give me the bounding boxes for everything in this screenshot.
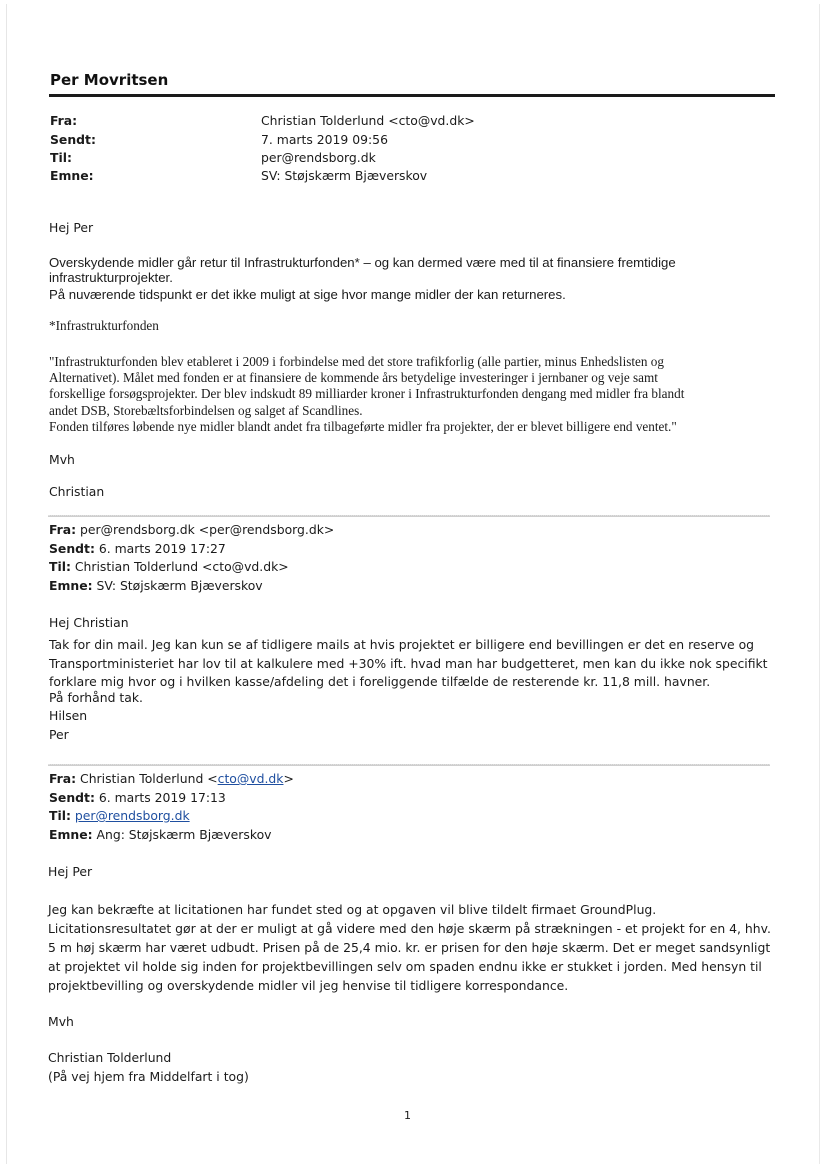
msg3-to-line: [49, 808, 190, 823]
quote-line: forskellige forsøgsprojekter. Der blev indskudt 89 milliarder kroner i Infrastrukturfonden dengang med midler fra blandt: [49, 386, 685, 401]
msg2-to-value: Christian Tolderlund <cto@vd.dk>: [70, 559, 289, 574]
page-number: 1: [404, 1109, 411, 1122]
msg2-to-line: [49, 559, 289, 574]
header-to-label: Til:: [50, 150, 72, 165]
footnote-label: *Infrastrukturfonden: [49, 318, 159, 333]
msg3-greeting: Hej Per: [48, 864, 93, 879]
msg1-paragraph-line: Overskydende midler går retur til Infrastrukturfonden* – og kan dermed være med til at finansiere fremtidige: [49, 255, 676, 270]
msg3-body-line: at projektet vil holde sig inden for projektbevillingen selv om spaden endnu ikke er stukket i jorden. Med hensyn til: [48, 959, 762, 974]
msg2-body-line: Transportministeriet har lov til at kalkulere med +30% ift. hvad man har budgetteret, men kan du ikke nok specifikt: [49, 656, 768, 671]
msg3-subject-label: Emne:: [49, 827, 93, 842]
msg3-signature-name: Christian Tolderlund: [48, 1050, 172, 1065]
msg2-body-line: Per: [49, 727, 69, 742]
msg3-sent-label: Sendt:: [49, 790, 95, 805]
msg3-to-email-link[interactable]: per@rendsborg.dk: [74, 808, 190, 823]
msg2-from-value: per@rendsborg.dk <per@rendsborg.dk>: [76, 522, 335, 537]
msg2-sent-label: Sendt:: [49, 541, 95, 556]
msg1-paragraph-line: På nuværende tidspunkt er det ikke muligt at sige hvor mange midler der kan returneres.: [49, 287, 566, 302]
msg1-paragraph-line: infrastrukturprojekter.: [49, 270, 173, 285]
msg2-body-line: Hej Christian: [49, 615, 129, 630]
header-subject-value: SV: Støjskærm Bjæverskov: [261, 168, 428, 183]
msg2-from-label: Fra:: [49, 522, 77, 537]
header-from-value: Christian Tolderlund <cto@vd.dk>: [261, 113, 475, 128]
msg2-body-line: Tak for din mail. Jeg kan kun se af tidligere mails at hvis projektet er billigere end bevillingen er det en reserve og: [49, 637, 755, 652]
header-from-label: Fra:: [50, 113, 78, 128]
msg3-body-line: Licitationsresultatet gør at der er muligt at gå videre med den høje skærm på strækningen - et projekt for en 4, hhv.: [48, 921, 771, 936]
msg2-subject-label: Emne:: [49, 578, 93, 593]
message-separator: [48, 515, 770, 517]
msg3-subject-value: Ang: Støjskærm Bjæverskov: [92, 827, 272, 842]
msg3-subject-line: [49, 827, 272, 842]
msg1-signature: Christian: [49, 484, 105, 499]
msg3-from-end: >: [283, 771, 294, 786]
msg3-from-email-link[interactable]: cto@vd.dk: [217, 771, 284, 786]
header-subject-label: Emne:: [50, 168, 94, 183]
msg3-closing: Mvh: [48, 1014, 74, 1029]
msg3-from-line: [49, 771, 294, 786]
msg2-sent-value: 6. marts 2019 17:27: [94, 541, 226, 556]
quote-line: "Infrastrukturfonden blev etableret i 2009 i forbindelse med det store trafikforlig (alle partier, minus Enhedslisten og: [49, 354, 664, 369]
msg3-body-line: projektbevilling og overskydende midler vil jeg henvise til tidligere korrespondance.: [48, 978, 569, 993]
header-to-value: per@rendsborg.dk: [261, 150, 376, 165]
msg1-greeting: Hej Per: [49, 220, 94, 235]
msg3-sent-line: [49, 790, 226, 805]
quote-line: andet DSB, Storebæltsforbindelsen og salget af Scandlines.: [49, 403, 363, 418]
header-sent-value: 7. marts 2019 09:56: [261, 132, 388, 147]
page-title: Per Movritsen: [50, 71, 169, 89]
msg3-from-label: Fra:: [49, 771, 77, 786]
msg2-subject-line: [49, 578, 263, 593]
msg1-closing: Mvh: [49, 452, 75, 467]
msg2-from-line: [49, 522, 334, 537]
msg2-subject-value: SV: Støjskærm Bjæverskov: [92, 578, 263, 593]
message-separator: [48, 764, 770, 766]
msg3-to-label: Til:: [49, 808, 71, 823]
msg3-signature-note: (På vej hjem fra Middelfart i tog): [48, 1069, 249, 1084]
header-sent-label: Sendt:: [50, 132, 96, 147]
msg2-body-line: Hilsen: [49, 708, 88, 723]
title-rule: [49, 94, 775, 97]
msg3-sent-value: 6. marts 2019 17:13: [94, 790, 226, 805]
msg2-body-line: På forhånd tak.: [49, 690, 143, 705]
msg3-body-line: 5 m høj skærm har været udbudt. Prisen på de 25,4 mio. kr. er prisen for den høje skærm. Det er meget sandsynligt: [48, 940, 771, 955]
quote-line: Alternativet). Målet med fonden er at finansiere de kommende års betydelige investeringer i jernbaner og veje samt: [49, 370, 658, 385]
msg2-body-line: forklare mig hvor og i hvilken kasse/afdeling det i foreliggende tilfælde de resterende kr. 11,8 mill. havner.: [49, 674, 711, 689]
msg3-body-line: Jeg kan bekræfte at licitationen har fundet sted og at opgaven vil blive tildelt firmaet GroundPlug.: [48, 902, 657, 917]
msg2-sent-line: [49, 541, 226, 556]
quote-line: Fonden tilføres løbende nye midler blandt andet fra tilbageførte midler fra projekter, der er blevet billigere end ventet.": [49, 419, 677, 434]
msg2-to-label: Til:: [49, 559, 71, 574]
msg3-from-name: Christian Tolderlund <: [76, 771, 218, 786]
